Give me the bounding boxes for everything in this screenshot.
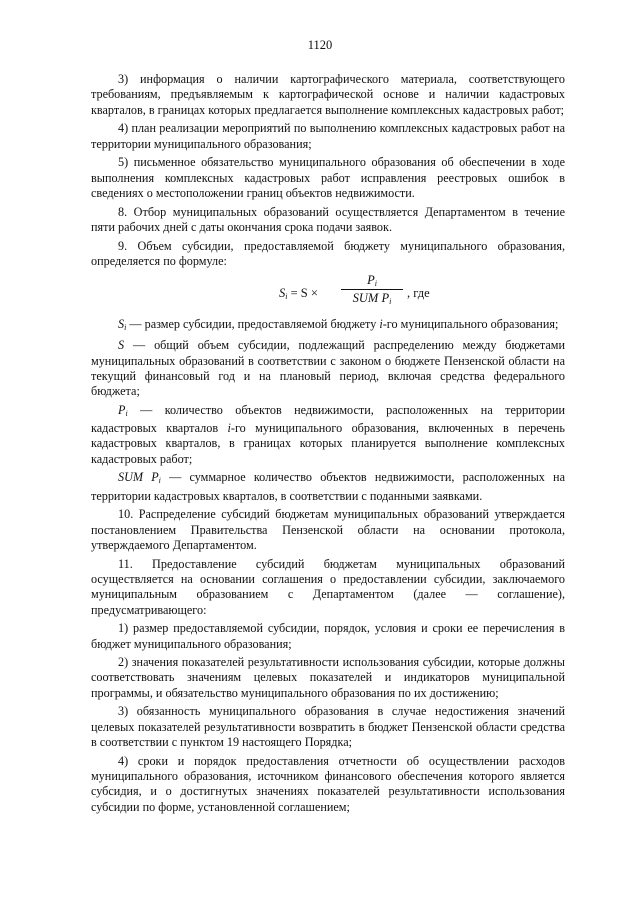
- paragraph-section-8: 8. Отбор муниципальных образований осуществляется Департаментом в течение пяти рабочих дней с даты окончания срока подачи заявок.: [91, 204, 565, 234]
- paragraph-item-4: 4) план реализации мероприятий по выполнению комплексных кадастровых работ на территории муниципального образования;: [91, 121, 565, 151]
- paragraph-section-11: 11. Предоставление субсидий бюджетам муниципальных образований осуществляется на основании соглашения о предоставлении субсидии, заключаемого муниципальным образованием с Департаментом (далее — соглашение), предусматривающего:: [91, 556, 565, 617]
- paragraph-section-9: 9. Объем субсидии, предоставляемой бюджету муниципального образования, определяется по формуле:: [91, 238, 565, 268]
- formula-numerator: $P_i$: [367, 272, 377, 288]
- subsidy-formula: [91, 273, 565, 313]
- definition-sum-pi: SUM $P_i$ — суммарное количество объектов недвижимости, расположенных на территории кадастровых кварталов, в соответствии с поданными заявками.: [91, 470, 565, 503]
- paragraph-item-5: 5) письменное обязательство муниципального образования об обеспечении в ходе выполнения комплексных кадастровых работ исправления реестровых ошибок в сведениях о местоположении границ объектов недвижимости.: [91, 155, 565, 200]
- formula-tail: , где: [407, 285, 430, 300]
- paragraph-section-10: 10. Распределение субсидий бюджетам муниципальных образований утверждается постановлением Правительства Пензенской области на основании протокола, утверждаемого Департаментом.: [91, 507, 565, 552]
- paragraph-sub-4: 4) сроки и порядок предоставления отчетности об осуществлении расходов муниципального образования, источником финансового обеспечения которого является субсидия, и о достигнутых значениях показателей результативности использования субсидии по форме, установленной соглашением;: [91, 753, 565, 814]
- definition-s: S — общий объем субсидии, подлежащий распределению между бюджетами муниципальных образований в соответствии с законом о бюджете Пензенской области на текущий финансовый год и на плановый период, включая средства федерального бюджета;: [91, 338, 565, 399]
- formula-denominator: SUM $P_i$: [352, 290, 392, 306]
- paragraph-item-3: 3) информация о наличии картографического материала, соответствующего требованиям, предъявляемым к картографической основе и наличии кадастровых кварталов, в границах которых предлагается выполнение комплексных кадастровых работ;: [91, 72, 565, 117]
- definition-si: $S_i$ — размер субсидии, предоставляемой бюджету i-го муниципального образования;: [118, 316, 559, 332]
- paragraph-sub-1: 1) размер предоставляемой субсидии, порядок, условия и сроки ее перечисления в бюджет муниципального образования;: [91, 621, 565, 651]
- formula-lhs: $S_i = S$ ×: [279, 285, 318, 301]
- paragraph-sub-2: 2) значения показателей результативности использования субсидии, которые должны соответствовать значениям целевых показателей и индикаторов муниципальной программы, и обязательство муниципального образования по их достижению;: [91, 655, 565, 700]
- paragraph-sub-3: 3) обязанность муниципального образования в случае недостижения значений целевых показателей результативности возвратить в бюджет Пензенской области средства в соответствии с пунктом 19 настоящего Порядка;: [91, 704, 565, 750]
- document-body: [91, 72, 565, 818]
- formula-fraction: [341, 273, 403, 306]
- fraction-bar: [341, 289, 403, 290]
- definition-pi: $P_i$ — количество объектов недвижимости, расположенных на территории кадастровых кварталов i-го муниципального образования, включенных в перечень кадастровых кварталов, в границах которых планируется выполнение комплексных кадастровых работ;: [91, 402, 565, 466]
- page-number: 1120: [307, 38, 333, 52]
